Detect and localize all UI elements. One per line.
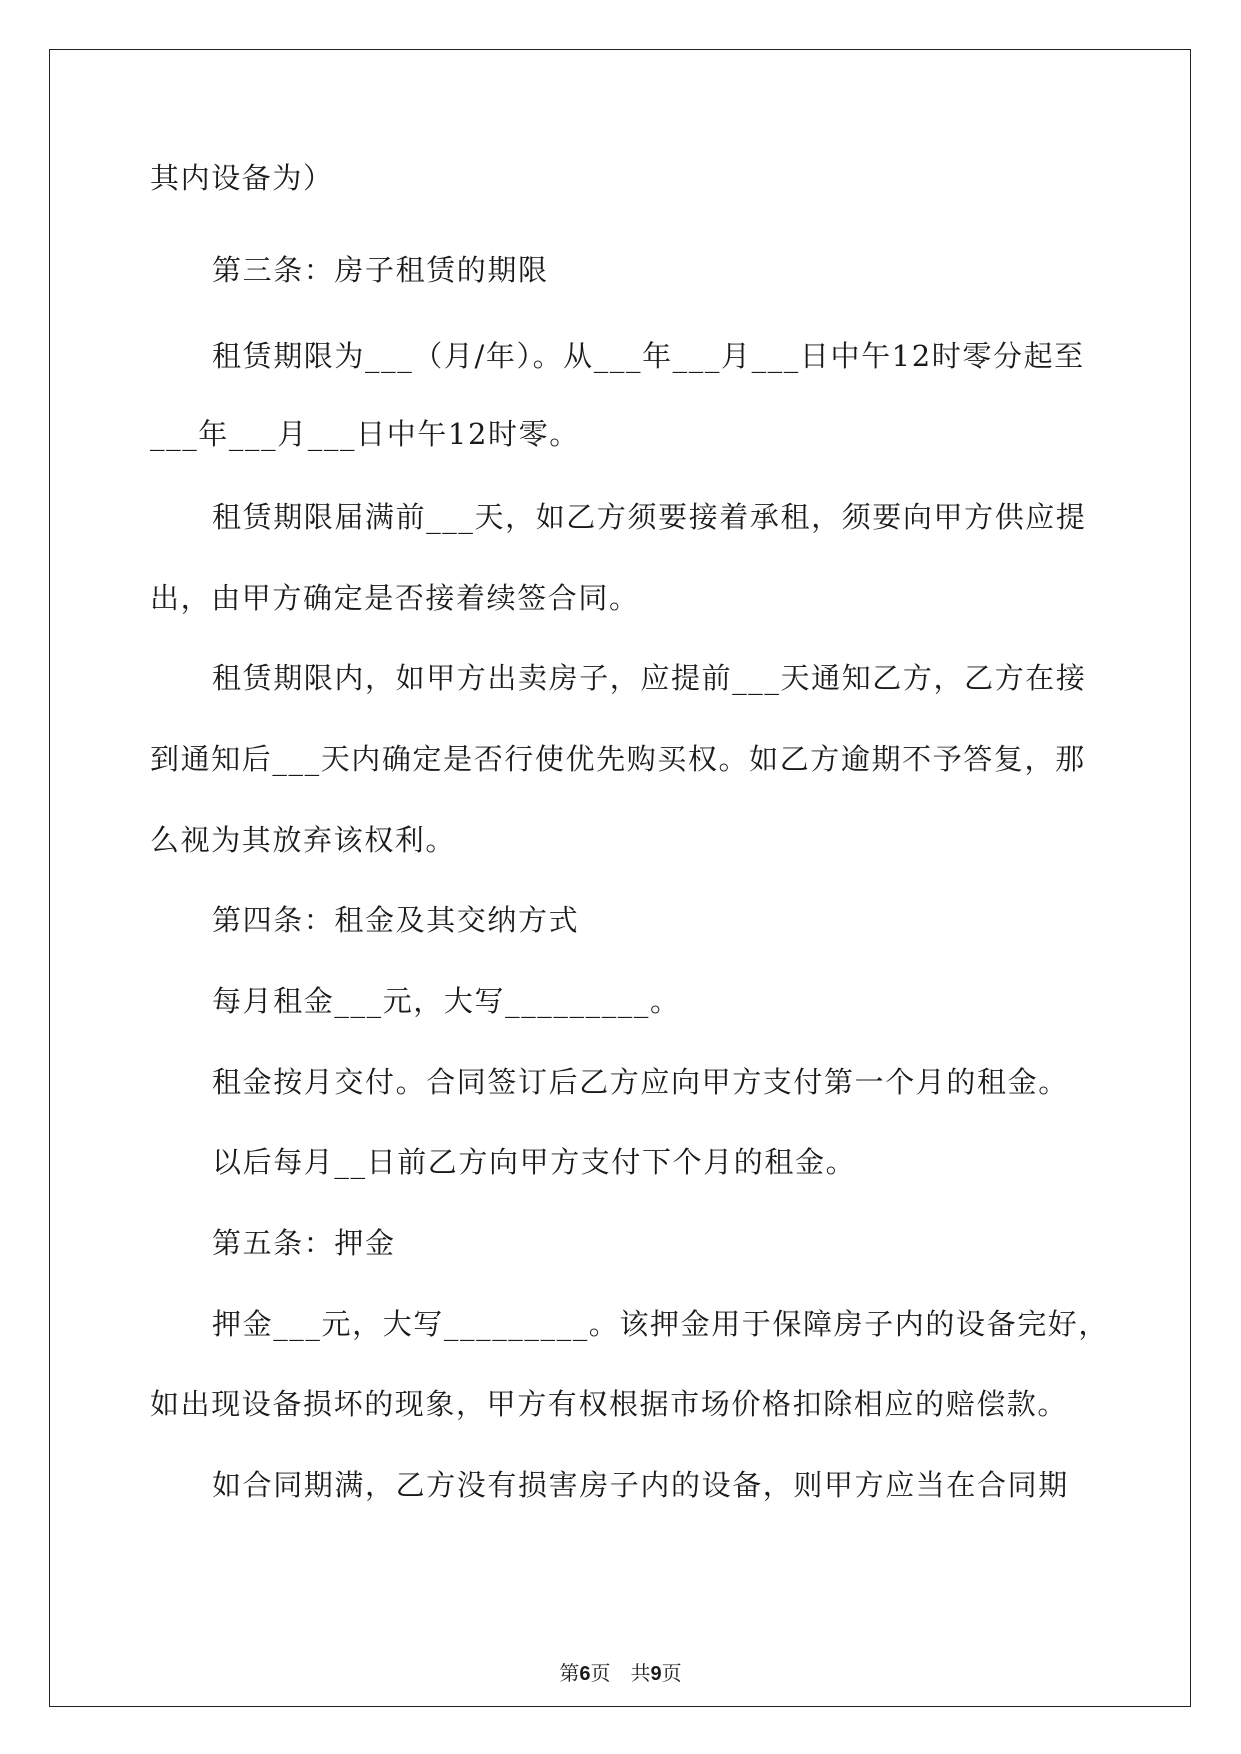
page-total: 9 (650, 1663, 662, 1685)
text-line: 其内设备为） (150, 161, 334, 195)
section-heading: 第五条：押金 (212, 1226, 396, 1260)
footer-suffix: 页 (661, 1661, 682, 1685)
section-heading: 第四条：租金及其交纳方式 (212, 903, 580, 937)
text-line: 每月租金___元，大写_________。 (212, 984, 681, 1018)
footer-prefix: 第 (559, 1661, 580, 1685)
page-footer (0, 1657, 1241, 1686)
text-line: 如合同期满，乙方没有损害房子内的设备，则甲方应当在合同期 (212, 1468, 1069, 1502)
text-line: 么视为其放弃该权利。 (150, 823, 457, 857)
text-line: 租赁期限为___（月/年）。从___年___月___日中午12时零分起至 (212, 339, 1085, 373)
text-line: 押金___元，大写_________。该押金用于保障房子内的设备完好， (212, 1307, 1110, 1341)
text-line: 以后每月__日前乙方向甲方支付下个月的租金。 (212, 1145, 857, 1179)
text-line: ___年___月___日中午12时零。 (150, 417, 580, 451)
page-border (49, 49, 1191, 1707)
text-line: 租赁期限届满前___天，如乙方须要接着承租，须要向甲方供应提 (212, 500, 1087, 534)
footer-mid: 页 共 (590, 1661, 651, 1685)
text-line: 租赁期限内，如甲方出卖房子，应提前___天通知乙方，乙方在接 (212, 661, 1087, 695)
page-number: 6 (579, 1663, 591, 1685)
text-line: 到通知后___天内确定是否行使优先购买权。如乙方逾期不予答复，那 (150, 742, 1086, 776)
text-line: 租金按月交付。合同签订后乙方应向甲方支付第一个月的租金。 (212, 1065, 1069, 1099)
text-line: 如出现设备损坏的现象，甲方有权根据市场价格扣除相应的赔偿款。 (150, 1387, 1069, 1421)
text-line: 出，由甲方确定是否接着续签合同。 (150, 581, 640, 615)
section-heading: 第三条：房子租赁的期限 (212, 253, 549, 287)
